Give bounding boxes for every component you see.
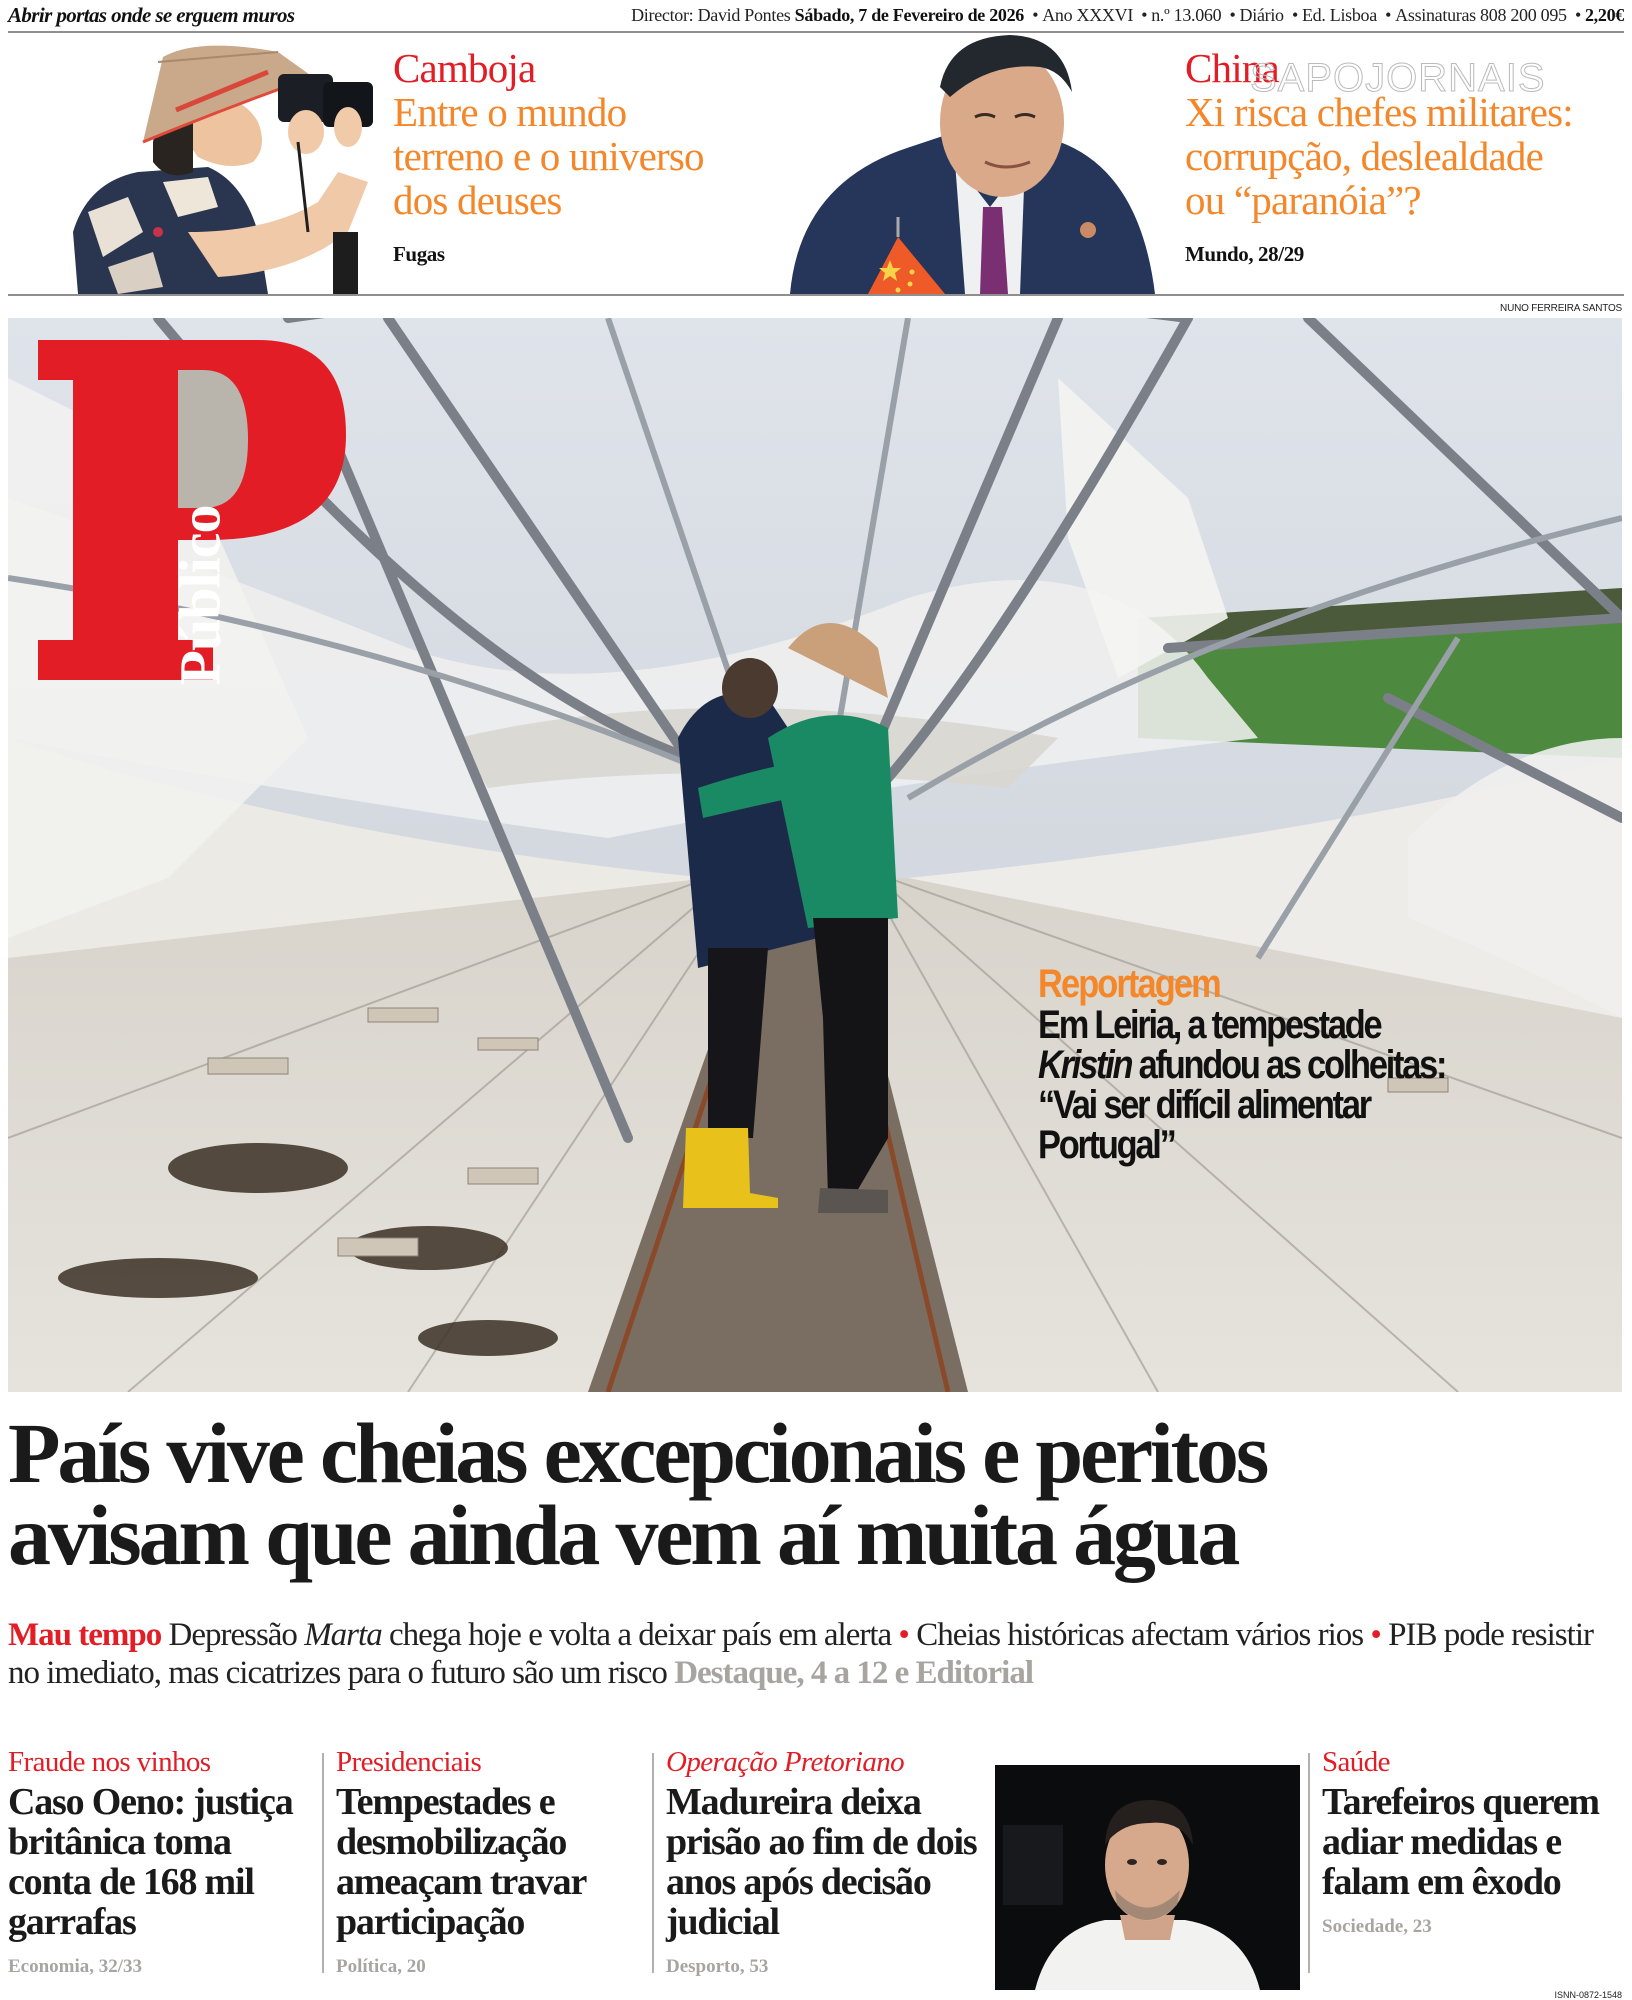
story-ref: Desporto, 53 [666, 1956, 769, 1977]
bullet: • [1370, 1617, 1381, 1653]
story-operacao-pretoriano[interactable] [666, 1745, 986, 1977]
story-photo[interactable] [995, 1765, 1300, 1990]
masthead-info [631, 5, 1624, 26]
teaser-section: Mundo, 28/29 [1185, 242, 1304, 266]
bullet: • [1385, 4, 1392, 25]
teaser-title-line: terreno e o universo [393, 133, 704, 179]
reportage-teaser[interactable] [1038, 963, 1478, 1165]
watermark: SAPOJORNAIS [1250, 56, 1546, 100]
bullet: • [1032, 4, 1039, 25]
reportage-title-italic: Kristin [1038, 1043, 1132, 1087]
subscriptions: Assinaturas 808 200 095 [1395, 4, 1567, 25]
teaser-title-line: dos deuses [393, 177, 562, 223]
director: Director: David Pontes [631, 4, 791, 25]
issue-number: n.º 13.060 [1151, 4, 1222, 25]
photo-credit: NUNO FERREIRA SANTOS [1500, 303, 1622, 314]
reportage-title-part: afundou as colheitas: “Vai ser difícil alimentar Portugal” [1038, 1043, 1446, 1167]
main-headline[interactable] [8, 1405, 1628, 1583]
column-divider [322, 1753, 324, 1973]
reportage-title-part: Em Leiria, a tempestade [1038, 1003, 1381, 1047]
teaser-section: Fugas [393, 242, 445, 266]
divider [8, 294, 1624, 296]
teaser-title-line: Xi risca chefes militares: [1185, 89, 1573, 135]
teaser-cambodia[interactable] [393, 46, 783, 267]
story-kicker: Presidenciais [336, 1746, 482, 1778]
price: 2,20€ [1584, 4, 1624, 25]
teaser-kicker: China [1185, 45, 1279, 91]
story-kicker: Saúde [1322, 1746, 1390, 1778]
teaser-title-line: corrupção, deslealdade [1185, 133, 1544, 179]
subhead-text: Cheias históricas afectam vários rios [916, 1617, 1364, 1653]
subhead-italic: Marta [304, 1617, 382, 1653]
story-fraude-vinhos[interactable] [8, 1745, 318, 1977]
story-kicker: Fraude nos vinhos [8, 1746, 211, 1778]
story-ref: Economia, 32/33 [8, 1956, 143, 1977]
top-strip [8, 0, 1624, 30]
bottom-stories [0, 1745, 1632, 1985]
publico-logo[interactable] [28, 340, 348, 686]
subhead-reference[interactable]: Destaque, 4 a 12 e Editorial [674, 1655, 1034, 1691]
subhead-text: Depressão [168, 1617, 297, 1653]
subhead-text: PIB pode resistir no imediato, mas cicatrizes para o futuro são um risco [8, 1617, 1593, 1691]
teaser-photo-china[interactable] [790, 32, 1165, 294]
date: Sábado, 7 de Fevereiro de 2026 [794, 4, 1024, 25]
story-title: Tempestades e desmobilização ameaçam travar participação [336, 1781, 586, 1943]
story-presidenciais[interactable] [336, 1745, 651, 1977]
year: Ano XXXVI [1042, 4, 1134, 25]
frequency: Diário [1239, 4, 1284, 25]
hero-photo[interactable] [8, 318, 1622, 1392]
bullet: • [1291, 4, 1298, 25]
story-ref: Sociedade, 23 [1322, 1916, 1432, 1937]
story-title: Tarefeiros querem adiar medidas e falam em êxodo [1322, 1781, 1599, 1903]
subhead-text: chega hoje e volta a deixar país em alerta [388, 1617, 892, 1653]
headline-line: País vive cheias excepcionais e peritos [8, 1405, 1267, 1501]
bullet: • [1229, 4, 1236, 25]
story-saude[interactable] [1322, 1745, 1622, 1977]
story-kicker: Operação Pretoriano [666, 1746, 905, 1778]
headline-line: avisam que ainda vem aí muita água [8, 1487, 1238, 1583]
subhead-kicker: Mau tempo [8, 1617, 162, 1653]
column-divider [652, 1753, 654, 1973]
story-title: Caso Oeno: justiça britânica toma conta de 168 mil garrafas [8, 1781, 293, 1943]
teaser-title-line: ou “paranóia”? [1185, 177, 1421, 223]
story-ref: Política, 20 [336, 1956, 426, 1977]
subhead [8, 1616, 1628, 1692]
bullet: • [1141, 4, 1148, 25]
column-divider [1308, 1753, 1310, 1973]
edition: Ed. Lisboa [1301, 4, 1377, 25]
teaser-photo-cambodia[interactable] [68, 32, 388, 294]
bullet: • [1574, 4, 1581, 25]
reportage-title [1038, 1005, 1468, 1165]
bullet: • [898, 1617, 909, 1653]
isnn: ISNN-0872-1548 [1554, 1990, 1622, 2000]
slogan: Abrir portas onde se erguem muros [8, 2, 295, 27]
teaser-title-line: Entre o mundo [393, 89, 627, 135]
logo-word: Público [167, 505, 233, 686]
reportage-kicker: Reportagem [1038, 962, 1220, 1006]
story-title: Madureira deixa prisão ao fim de dois anos após decisão judicial [666, 1781, 977, 1943]
teaser-kicker: Camboja [393, 45, 536, 91]
